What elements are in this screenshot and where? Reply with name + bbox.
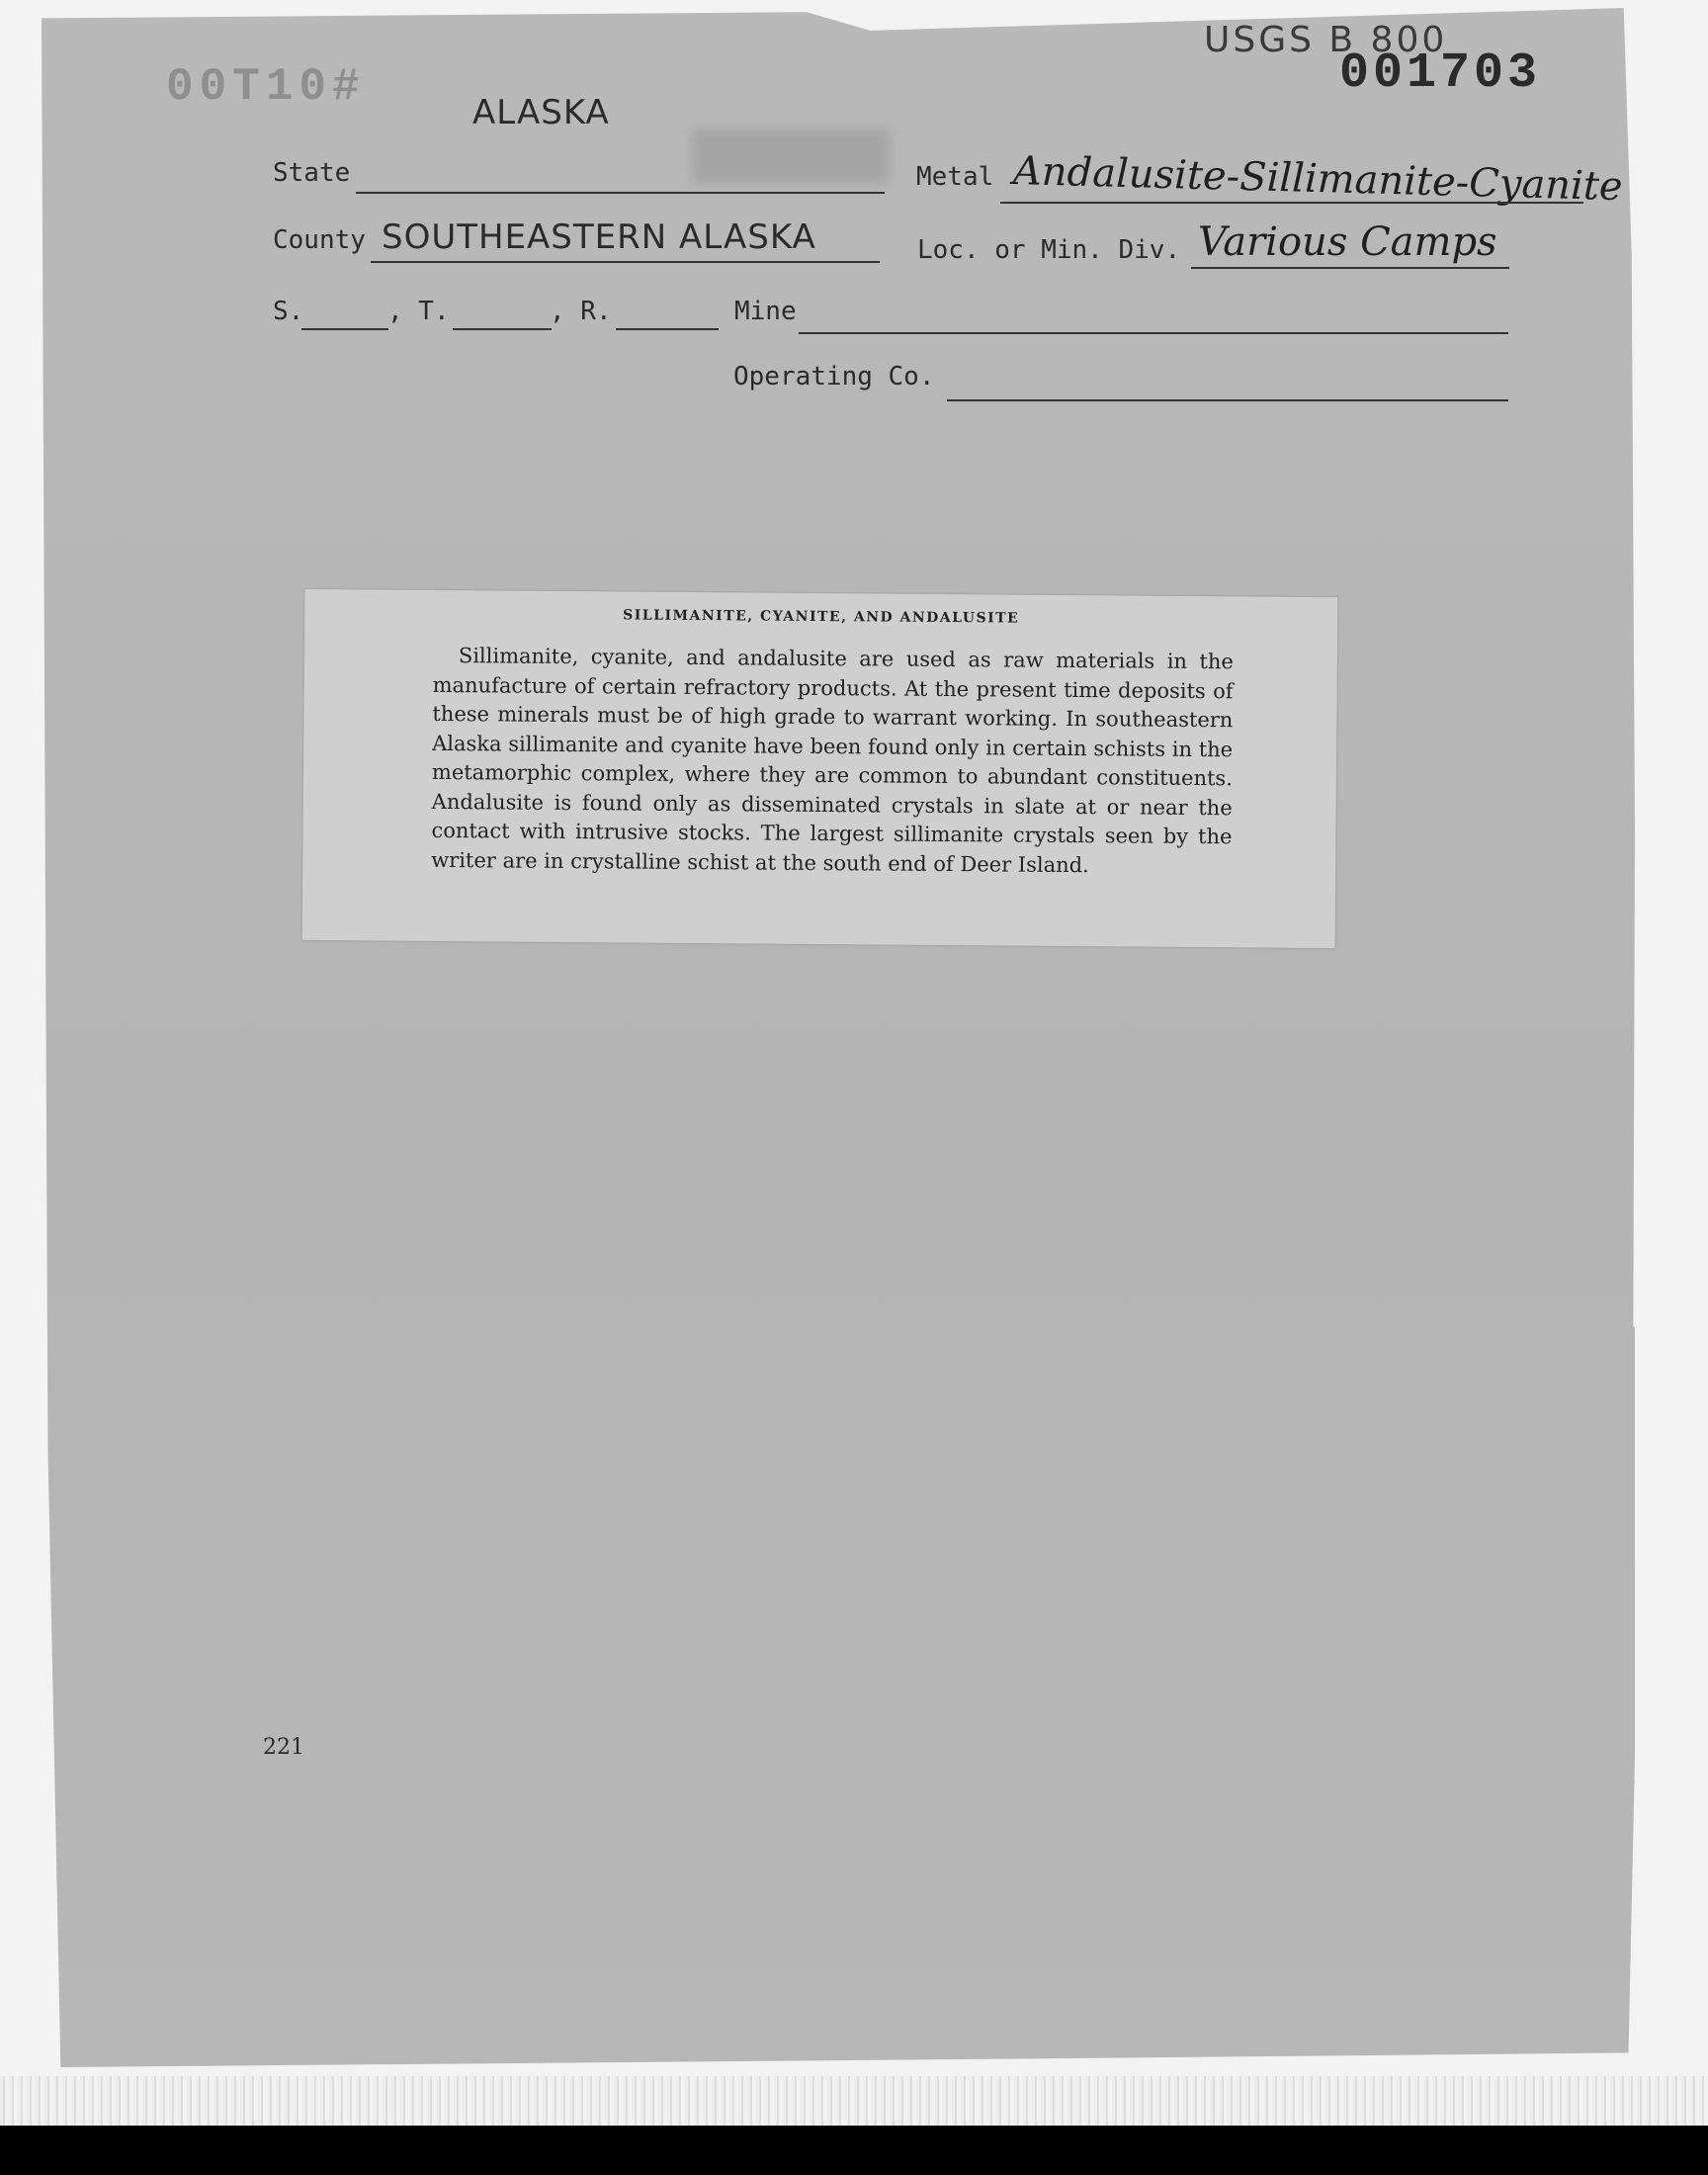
- faded-stamp-number: 00T10#: [166, 61, 366, 113]
- scan-edge-strip: [0, 2076, 1708, 2126]
- tape-stain: [692, 129, 890, 183]
- t-label: , T.: [387, 297, 450, 326]
- state-header: ALASKA: [472, 93, 610, 132]
- record-number-stamp: 001703: [1339, 45, 1542, 102]
- mine-label: Mine: [734, 297, 797, 326]
- metal-underline: [1000, 202, 1583, 204]
- clipping-title: SILLIMANITE, CYANITE, AND ANDALUSITE: [623, 607, 1020, 627]
- metal-label: Metal: [916, 162, 994, 192]
- state-label: State: [273, 158, 351, 188]
- loc-value[interactable]: Various Camps: [1198, 219, 1497, 265]
- clipping-body: Sillimanite, cyanite, and andalusite are used as raw materials in the manufacture of certain refractory products. At the present time deposits of these minerals must be of high grade to warrant working. In southeastern Alaska sillimanite and cyanite have been found only in certain schists in the metamorphic complex, where they are common to abundant constituents. Andalusite is found only as disseminated crystals in slate at or near the contact with intrusive stocks. The largest sillimanite crystals seen by the writer are in crystalline schist at the south end of Deer Island.: [431, 644, 1234, 877]
- scanner-bottom-bar: [0, 2126, 1708, 2175]
- t-underline: [453, 328, 552, 330]
- s-underline: [301, 328, 388, 330]
- pasted-clipping: [302, 589, 1338, 948]
- r-label: , R.: [550, 297, 612, 326]
- operating-underline: [947, 399, 1508, 401]
- collection-stamp: USGS B 800: [1204, 20, 1448, 60]
- county-value[interactable]: SOUTHEASTERN ALASKA: [382, 218, 816, 257]
- r-underline: [616, 328, 719, 330]
- mine-underline: [799, 332, 1508, 334]
- state-underline: [356, 192, 885, 194]
- county-underline: [371, 261, 880, 263]
- loc-underline: [1191, 267, 1509, 269]
- loc-label: Loc. or Min. Div.: [917, 235, 1181, 265]
- page-number: 221: [263, 1735, 304, 1760]
- metal-value[interactable]: Andalusite-Sillimanite-Cyanite: [1012, 148, 1624, 211]
- s-label: S.: [273, 297, 304, 326]
- county-label: County: [273, 225, 366, 255]
- operating-label: Operating Co.: [733, 362, 935, 392]
